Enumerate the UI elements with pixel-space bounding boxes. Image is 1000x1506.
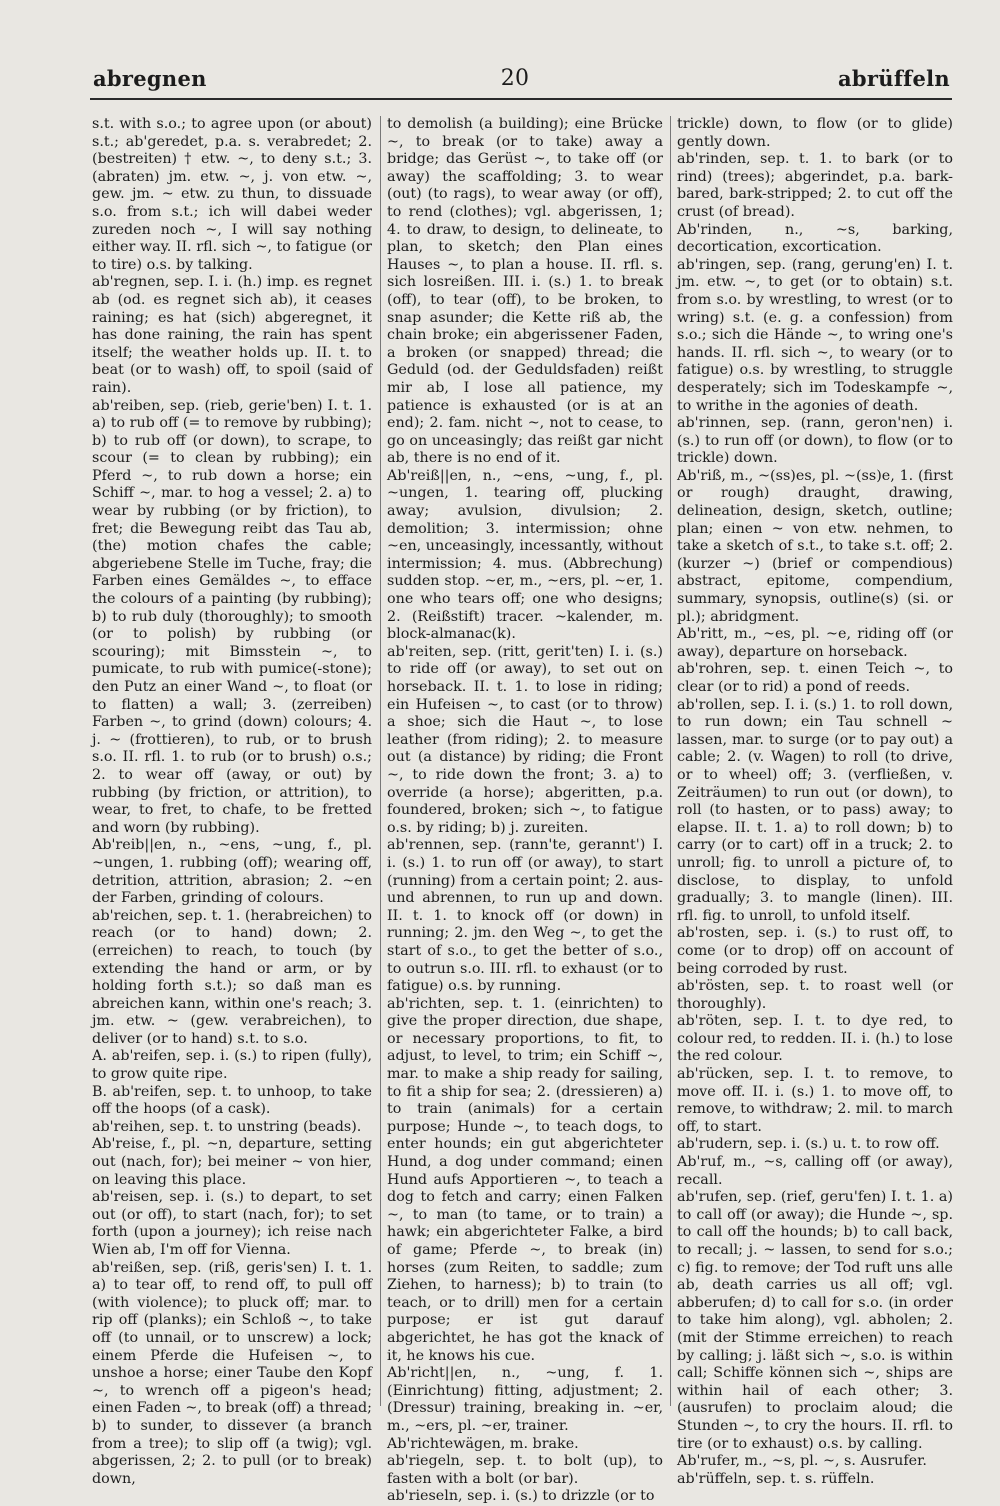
column-middle <box>387 116 663 1505</box>
dictionary-entry: ab'reiben, sep. (rieb, gerie'ben) I. t. 1. a) to rub off (= to remove by rubbing); b) to rub off (or down), to scrape, to scour (= to clean by rubbing); ein Pferd ~, to rub down a horse; ein Schiff ~, mar. to hog a vessel; 2. a) to wear by rubbing (or by friction), to fret; die Bewegung reibt das Tau ab, (the) motion chafes the cable; abgeriebene Stelle im Tuche, fray; die Farben eines Gemäldes ~, to efface the colours of a painting (by rubbing); b) to rub duly (thoroughly); to smooth (or to polish) by rubbing (or scouring); mit Bimsstein ~, to pumicate, to rub with pumice(-stone); den Putz an einer Wand ~, to float (or to flatten) a wall; 3. (zerreiben) Farben ~, to grind (down) colours; 4. j. ~ (frottieren), to rub, or to brush s.o. II. rfl. 1. to rub (or to brush) o.s.; 2. to wear off (away, or out) by rubbing (by friction, or attrition), to wear, to fret, to chafe, to be fretted and worn (by rubbing). <box>92 397 372 836</box>
dictionary-entry: ab'riegeln, sep. t. to bolt (up), to fasten with a bolt (or bar). <box>387 1453 663 1487</box>
dictionary-entry: ab'rollen, sep. I. i. (s.) 1. to roll down, to run down; ein Tau schnell ~ lassen, mar. to surge (or to pay out) a cable; 2. (v. Wagen) to roll (to drive, or to wheel) off; 3. (verfließen, v. Zeiträumen) to run out (or down), to roll (to hasten, or to pass) away; to elapse. II. t. 1. a) to roll down; b) to carry (or to cart) off in a truck; 2. to unroll; fig. to unroll a picture of, to disclose, to display, to unfold gradually; 3. to mangle (linen). III. rfl. fig. to unroll, to unfold itself. <box>677 696 953 924</box>
dictionary-entry: s.t. with s.o.; to agree upon (or about) s.t.; ab'geredet, p.a. s. verabredet; 2. (bestreiten) † etw. ~, to deny s.t.; 3. (abraten) jm. etw. ~, j. von etw. ~, gew. jm. ~ etw. zu thun, to dissuade s.o. from s.t.; ich will dabei weder zureden noch ~, I will say nothing either way. II. rfl. sich ~, to fatigue (or to tire) o.s. by talking. <box>92 116 372 273</box>
dictionary-entry: ab'rieseln, sep. i. (s.) to drizzle (or to <box>387 1488 655 1505</box>
dictionary-entry: ab'rinnen, sep. (rann, geron'nen) i. (s.) to run off (or down), to flow (or to trickle) down. <box>677 415 953 467</box>
header-right-guideword: abrüffeln <box>838 66 950 91</box>
column-left <box>92 116 372 1487</box>
dictionary-entry: Ab'rinden, n., ~s, barking, decortication, excortication. <box>677 221 953 256</box>
dictionary-entry: ab'reihen, sep. t. to unstring (beads). <box>92 1118 362 1135</box>
column-divider <box>670 116 671 1406</box>
page-number: 20 <box>500 66 530 91</box>
dictionary-entry: Ab'riß, m., ~(ss)es, pl. ~(ss)e, 1. (first or rough) draught, drawing, delineation, design, sketch, outline; plan; einen ~ von etw. nehmen, to take a sketch of s.t., to take s.t. off; 2. (kurzer ~) (brief or compendious) abstract, epitome, compendium, summary, synopsis, outline(s) (si. or pl.); abridgment. <box>677 467 953 625</box>
dictionary-entry: Ab'reiß||en, n., ~ens, ~ung, f., pl. ~ungen, 1. tearing off, plucking away; avulsion, divulsion; 2. demolition; 3. intermission; ohne ~en, unceasingly, incessantly, without intermission; 4. mus. (Abbrechung) sudden stop. ~er, m., ~ers, pl. ~er, 1. one who tears off; one who designs; 2. (Reißstift) tracer. ~kalender, m. block-almanac(k). <box>387 467 663 643</box>
dictionary-entry: Ab'reib||en, n., ~ens, ~ung, f., pl. ~ungen, 1. rubbing (off); wearing off, detrition, attrition, abrasion; 2. ~en der Farben, grinding of colours. <box>92 837 372 907</box>
dictionary-entry: Ab'rufer, m., ~s, pl. ~, s. Ausrufer. <box>677 1453 927 1470</box>
dictionary-entry: ab'rennen, sep. (rann'te, gerannt') I. i. (s.) 1. to run off (or away), to start (running) from a certain point; 2. aus- und abrennen, to run up and down. II. t. 1. to knock off (or down) in running; 2. jm. den Weg ~, to get the start of s.o., to get the better of s.o., to outrun s.o. III. rfl. to exhaust (or to fatigue) o.s. by running. <box>387 837 663 995</box>
dictionary-entry: ab'reiten, sep. (ritt, gerit'ten) I. i. (s.) to ride off (or away), to set out on horseback. II. t. 1. to lose in riding; ein Hufeisen ~, to cast (or to throw) a shoe; sich die Haut ~, to lose leather (from riding); 2. to measure out (a distance) by riding; die Front ~, to ride down the front; 3. a) to override (a horse); abgeritten, p.a. foundered, broken; sich ~, to fatigue o.s. by riding; b) j. zureiten. <box>387 643 663 836</box>
dictionary-entry: Ab'ruf, m., ~s, calling off (or away), recall. <box>677 1154 953 1188</box>
dictionary-entry: ab'ringen, sep. (rang, gerung'en) I. t. jm. etw. ~, to get (or to obtain) s.t. from s.o. by wrestling, to wrest (or to wring) s.t. (e. g. a confession) from s.o.; sich die Hände ~, to wring one's hands. II. rfl. sich ~, to weary (or to fatigue) o.s. by wrestling, to struggle desperately; sich im Todeskampfe ~, to writhe in the agonies of death. <box>677 256 953 414</box>
dictionary-entry: ab'rücken, sep. I. t. to remove, to move off. II. i. (s.) 1. to move off, to remove, to withdraw; 2. mil. to march off, to start. <box>677 1066 953 1135</box>
dictionary-entry: ab'rinden, sep. t. 1. to bark (or to rind) (trees); abgerindet, p.a. bark-bared, bark-stripped; 2. to cut off the crust (of bread). <box>677 151 953 220</box>
dictionary-entry: ab'reisen, sep. i. (s.) to depart, to set out (or off), to start (nach, for); to set forth (upon a journey); ich reise nach Wien ab, I'm off for Vienna. <box>92 1189 372 1258</box>
dictionary-entry: B. ab'reifen, sep. t. to unhoop, to take off the hoops (of a cask). <box>92 1083 372 1118</box>
header-left-guideword: abregnen <box>93 66 207 91</box>
dictionary-entry: trickle) down, to flow (or to glide) gently down. <box>677 116 953 150</box>
column-divider <box>380 116 381 1406</box>
dictionary-entry: Ab'ritt, m., ~es, pl. ~e, riding off (or away), departure on horseback. <box>677 626 953 660</box>
dictionary-entry: Ab'richt||en, n., ~ung, f. 1. (Einrichtung) fitting, adjustment; 2. (Dressur) training, breaking in. ~er, m., ~ers, pl. ~er, trainer. <box>387 1365 663 1434</box>
dictionary-entry: ab'rüffeln, sep. t. s. rüffeln. <box>677 1470 875 1487</box>
dictionary-entry: ab'regnen, sep. I. i. (h.) imp. es regnet ab (od. es regnet sich ab), it ceases raining; es hat (sich) abgeregnet, it has done raining, the rain has spent itself; the weather holds up. II. t. to beat (or to wash) off, to spoil (said of rain). <box>92 274 372 396</box>
dictionary-entry: ab'reichen, sep. t. 1. (herabreichen) to reach (or to hand) down; 2. (erreichen) to reach, to touch (by extending the hand or arm, or by holding forth s.t.); so daß man es abreichen kann, within one's reach; 3. jm. etw. ~ (gew. verabreichen), to deliver (or to hand) s.t. to s.o. <box>92 907 372 1047</box>
dictionary-entry: ab'rösten, sep. t. to roast well (or thoroughly). <box>677 978 953 1012</box>
dictionary-entry: ab'richten, sep. t. 1. (einrichten) to give the proper direction, due shape, or necessary proportions, to fit, to adjust, to level, to trim; ein Schiff ~, mar. to make a ship ready for sailing, to fit a ship for sea; 2. (dressieren) a) to train (animals) for a certain purpose; Hunde ~, to teach dogs, to enter hounds; ein gut abgerichteter Hund, a dog under command; einen Hund aufs Apportieren ~, to teach a dog to fetch and carry; einen Falken ~, to man (to tame, or to train) a hawk; ein abgerichteter Falke, a bird of game; Pferde ~, to break (in) horses (zum Reiten, to saddle; zum Ziehen, to harness); b) to train (to teach, or to drill) men for a certain purpose; er ist gut darauf abgerichtet, he has got the knack of it, he knows his cue. <box>387 995 663 1364</box>
dictionary-entry: ab'rosten, sep. i. (s.) to rust off, to come (or to drop) off on account of being corroded by rust. <box>677 925 953 977</box>
dictionary-entry: ab'rohren, sep. t. einen Teich ~, to clear (or to rid) a pond of reeds. <box>677 661 953 695</box>
dictionary-entry: to demolish (a building); eine Brücke ~, to break (or to take) away a bridge; das Gerüst ~, to take off (or away) the scaffolding; 3. to wear (out) (to rags), to wear away (or off), to rend (clothes); vgl. abgerissen, 1; 4. to draw, to design, to delineate, to plan, to sketch; den Plan eines Hauses ~, to plan a house. II. rfl. s. sich losreißen. III. i. (s.) 1. to break (off), to tear (off), to be broken, to snap asunder; die Kette riß ab, the chain broke; ein abgerissener Faden, a broken (or snapped) thread; die Geduld (od. der Geduldsfaden) reißt mir ab, I lose all patience, my patience is exhausted (or is at an end); 2. fam. nicht ~, not to cease, to go on unceasingly; das reißt gar nicht ab, there is no end of it. <box>387 116 663 467</box>
dictionary-entry: ab'rufen, sep. (rief, geru'fen) I. t. 1. a) to call off (or away); die Hunde ~, sp. to call off the hounds; b) to call back, to recall; j. ~ lassen, to send for s.o.; c) fig. to remove; der Tod ruft uns alle ab, death carries us all off; vgl. abberufen; d) to call for s.o. (in order to take him along), vgl. abholen; 2. (mit der Stimme erreichen) to reach by calling; j. läßt sich ~, s.o. is within call; Schiffe können sich ~, ships are within hail of each other; 3. (ausrufen) to proclaim aloud; die Stunden ~, to cry the hours. II. rfl. to tire (or to exhaust) o.s. by calling. <box>677 1189 953 1452</box>
dictionary-entry: ab'röten, sep. I. t. to dye red, to colour red, to redden. II. i. (h.) to lose the red colour. <box>677 1013 953 1065</box>
dictionary-entry: Ab'reise, f., pl. ~n, departure, setting out (nach, for); bei meiner ~ von hier, on leaving this place. <box>92 1136 372 1188</box>
dictionary-entry: ab'rudern, sep. i. (s.) u. t. to row off. <box>677 1136 940 1153</box>
dictionary-entry: A. ab'reifen, sep. i. (s.) to ripen (fully), to grow quite ripe. <box>92 1048 372 1083</box>
header-rule <box>90 98 952 100</box>
dictionary-entry: Ab'richtewägen, m. brake. <box>387 1435 579 1452</box>
column-right <box>677 116 953 1487</box>
dictionary-entry: ab'reißen, sep. (riß, geris'sen) I. t. 1. a) to tear off, to rend off, to pull off (with violence); to pluck off; mar. to rip off (planks); ein Schloß ~, to take off (to unnail, or to unscrew) a lock; einem Pferde die Hufeisen ~, to unshoe a horse; einer Taube den Kopf ~, to wrench off a pigeon's head; einen Faden ~, to break (off) a thread; b) to sunder, to dissever (a branch from a tree); to slip off (a twig); vgl. abgerissen, 2; 2. to pull (or to break) down, <box>92 1259 372 1487</box>
